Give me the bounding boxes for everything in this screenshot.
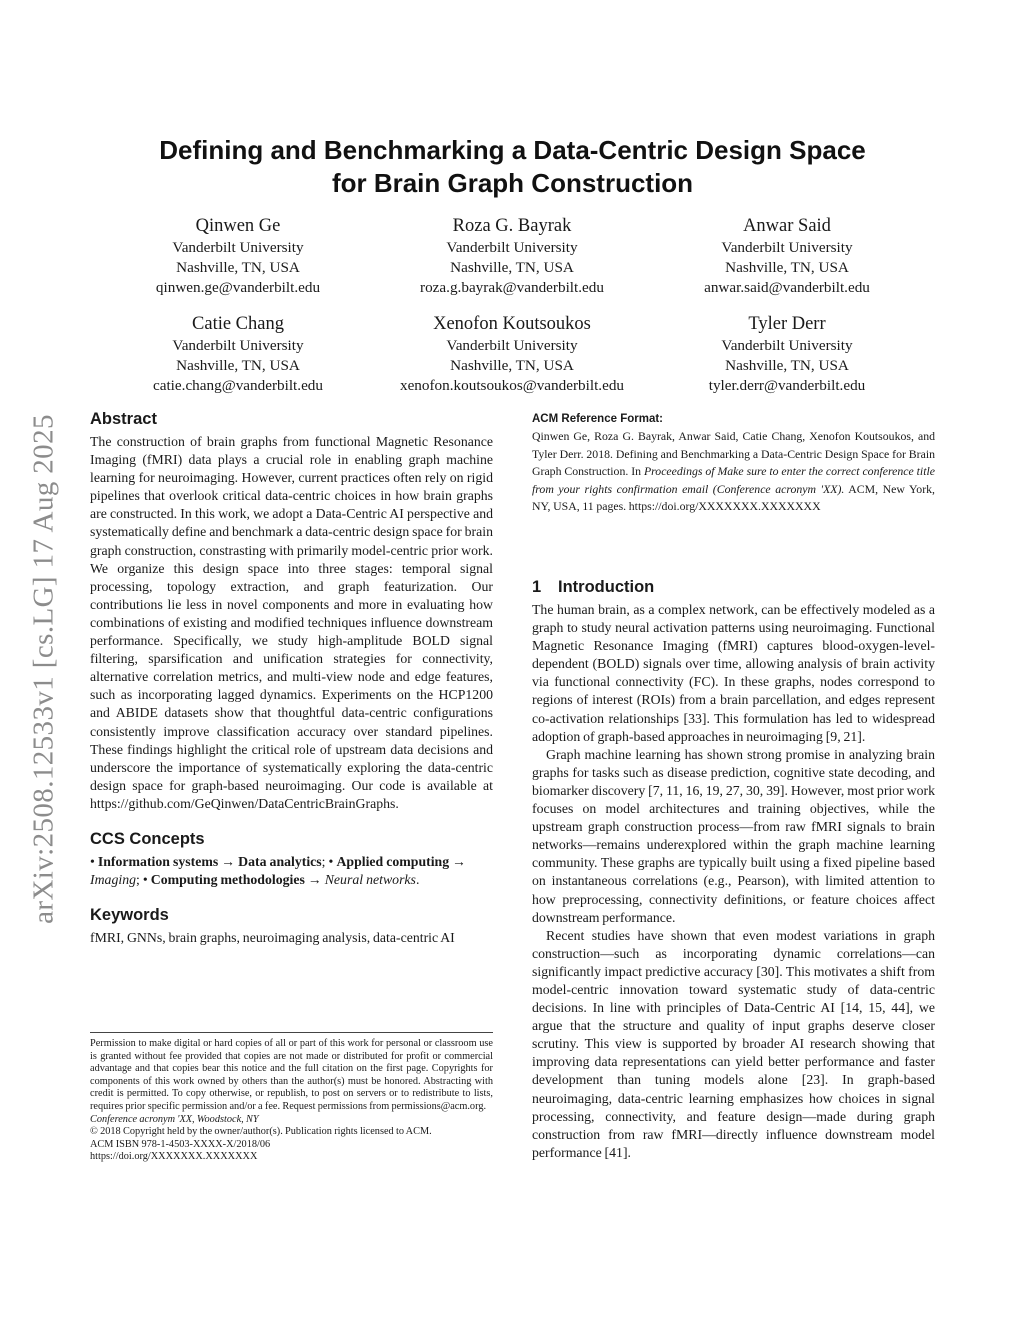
author-name: Anwar Said (743, 216, 831, 236)
left-column (90, 409, 493, 947)
author-name: Tyler Derr (748, 314, 826, 334)
ccs-concept: Information systems (97, 853, 219, 869)
author-email[interactable]: qinwen.ge@vanderbilt.edu (155, 279, 321, 296)
author-email[interactable]: catie.chang@vanderbilt.edu (152, 377, 323, 394)
author-email[interactable]: roza.g.bayrak@vanderbilt.edu (420, 279, 604, 296)
author-block (88, 313, 388, 396)
footnote-rule (90, 1032, 493, 1033)
author-location: Nashville, TN, USA (450, 357, 574, 374)
author-block (362, 215, 662, 298)
ccs-concept: Applied computing (336, 853, 450, 869)
author-name: Catie Chang (192, 314, 284, 334)
permission-text: Permission to make digital or hard copies of all or part of this work for personal or classroom use is granted without fee provided that copies are not made or distributed for profit or commercial advantage and that copies bear this notice and the full citation on the first page. Copyrights for components of this work owned by others than the author(s) must be honored. Abstracting with credit is permitted. To copy otherwise, or republish, to post on servers or to redistribute to lists, requires prior specific permission and/or a fee. Request permissions from permissions@acm.org. (90, 1038, 493, 1112)
copyright-line: © 2018 Copyright held by the owner/author(s). Publication rights licensed to ACM. (90, 1126, 432, 1138)
author-block (637, 215, 937, 298)
ccs-concept: Neural networks (324, 872, 416, 888)
author-location: Nashville, TN, USA (725, 259, 849, 276)
author-email[interactable]: tyler.derr@vanderbilt.edu (708, 377, 866, 394)
introduction-section (532, 577, 935, 1162)
introduction-heading (532, 577, 935, 597)
author-location: Nashville, TN, USA (176, 259, 300, 276)
title-line-2: for Brain Graph Construction (331, 168, 694, 198)
title-line-1: Defining and Benchmarking a Data-Centric Design Space (159, 135, 866, 165)
keywords-heading: Keywords (90, 906, 169, 925)
ccs-concept: Data analytics (238, 853, 322, 869)
abstract-text: The construction of brain graphs from functional Magnetic Resonance Imaging (fMRI) data plays a crucial role in enabling graph machine learning for neuroimaging. However, current practices often rely on rigid pipelines that overlook critical data-centric choices in how brain graphs are constructed. In this work, we adopt a Data-Centric AI perspective and systematically define and benchmark a data-centric design space for brain graph construction, constrasting with primarily model-centric prior work. We organize this design space into three stages: temporal signal processing, topology extraction, and graph featurization. Our contributions lie less in novel components and more in evaluating how combinations of existing and modified techniques influence downstream performance. Specifically, we study high-amplitude BOLD signal filtering, sparsification and unification strategies for connectivity, alternative correlation metrics, and multi-view node and edge features, such as incorporating lagged dynamics. Experiments on the HCP1200 and ABIDE datasets show that thoughtful data-centric configurations consistently improve classification accuracy over standard pipelines. These findings highlight the critical role of upstream data decisions and underscore the importance of systematically exploring the data-centric design space for graph-based neuroimaging. Our code is available at https://github.com/GeQinwen/DataCentricBrainGraphs. (90, 434, 493, 811)
right-column (532, 413, 935, 516)
author-affiliation: Vanderbilt University (446, 337, 578, 354)
keywords-text: fMRI, GNNs, brain graphs, neuroimaging analysis, data-centric AI (90, 930, 455, 946)
section-number: 1 (532, 578, 542, 596)
ccs-heading: CCS Concepts (90, 829, 205, 848)
conference-line: Conference acronym 'XX, Woodstock, NY (90, 1113, 259, 1125)
intro-paragraph: Graph machine learning has shown strong promise in analyzing brain graphs for tasks such as disease prediction, cognitive state decoding, and biomarker discovery [7, 11, 16, 19, 27, 30, 39]. However, most prior work focuses on model architectures and training objectives, while the upstream graph construction process—from raw fMRI signals to brain networks—remains underexplored within the graph machine learning community. These graphs are typically built using a fixed pipeline based on instantaneous correlations (e.g., Pearson), with limited attention to how preprocessing, connectivity definitions, or feature choices affect downstream performance. (532, 746, 935, 925)
author-location: Nashville, TN, USA (450, 259, 574, 276)
author-affiliation: Vanderbilt University (721, 337, 853, 354)
author-block (88, 215, 388, 298)
author-affiliation: Vanderbilt University (172, 337, 304, 354)
doi-link[interactable]: https://doi.org/XXXXXXX.XXXXXXX (90, 1151, 258, 1163)
section-title: Introduction (558, 578, 655, 596)
ccs-concept: Imaging (90, 872, 136, 888)
paper-title (90, 134, 935, 200)
author-affiliation: Vanderbilt University (446, 239, 578, 256)
author-block (637, 313, 937, 396)
arxiv-identifier: arXiv:2508.12533v1 [cs.LG] 17 Aug 2025 (27, 414, 60, 924)
author-affiliation: Vanderbilt University (721, 239, 853, 256)
isbn-line: ACM ISBN 978-1-4503-XXXX-X/2018/06 (90, 1138, 271, 1150)
author-name: Qinwen Ge (195, 216, 281, 236)
author-email[interactable]: anwar.said@vanderbilt.edu (704, 279, 870, 296)
author-location: Nashville, TN, USA (176, 357, 300, 374)
arxiv-stamp (27, 414, 60, 924)
acm-reference-heading: ACM Reference Format: (532, 413, 663, 425)
author-block (362, 313, 662, 396)
intro-paragraph: Recent studies have shown that even modest variations in graph construction—such as incorporating dynamic correlations—can significantly impact predictive accuracy [30]. This motivates a shift from model-centric innovation toward systematic study of data-centric decisions. In line with principles of Data-Centric AI [14, 15, 44], we argue that the structure and quality of input graphs deserve closer scrutiny. This view is supported by broader AI research showing that improving data representations can yield better performance and faster development than tuning models alone [23]. In graph-based neuroimaging, data-centric learning emphasizes how choices in signal processing, connectivity, and feature design—made during graph construction from raw fMRI—directly influence downstream model performance [41]. (532, 927, 935, 1160)
author-name: Xenofon Koutsoukos (433, 314, 591, 334)
ccs-concepts: • Information systems → Data analytics; • Applied computing → Imaging; • Computing methodologies → Neural networks. (90, 853, 466, 888)
author-affiliation: Vanderbilt University (172, 239, 304, 256)
ccs-concept: Computing methodologies (150, 872, 305, 888)
author-location: Nashville, TN, USA (725, 357, 849, 374)
acm-reference-text: Qinwen Ge, Roza G. Bayrak, Anwar Said, Catie Chang, Xenofon Koutsoukos, and Tyler Derr. 2018. Defining and Benchmarking a Data-Centric Design Space for Brain Graph Construction. In Proceedings of Make sure to enter the correct conference title from your rights confirmation email (Conference acronym 'XX). ACM, New York, NY, USA, 11 pages. https://doi.org/XXXXXXX.XXXXXXX (532, 429, 936, 514)
intro-paragraph: The human brain, as a complex network, can be effectively modeled as a graph to study neural activation patterns using neuroimaging. Functional Magnetic Resonance Imaging (fMRI) captures blood-oxygen-level-dependent (BOLD) signals over time, allowing analysis of brain activity via functional connectivity (FC). In these graphs, nodes correspond to regions of interest (ROIs) from a brain parcellation, and edges represent co-activation relationships [33]. This formulation has led to widespread adoption of graph-based approaches in neuroimaging [9, 21]. (532, 602, 935, 744)
author-email[interactable]: xenofon.koutsoukos@vanderbilt.edu (399, 377, 625, 394)
abstract-heading: Abstract (90, 410, 157, 428)
author-name: Roza G. Bayrak (452, 216, 572, 236)
permission-footnote (90, 1038, 493, 1164)
